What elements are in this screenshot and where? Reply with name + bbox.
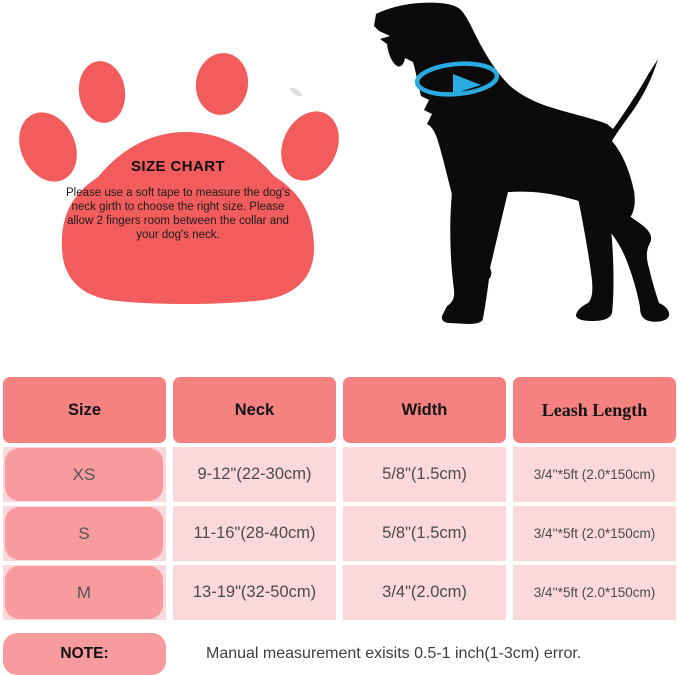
size-cell (3, 506, 166, 561)
leash-length-value: 3/4''*5ft (2.0*150cm) (513, 565, 676, 620)
table-header-row (0, 377, 679, 443)
table-row-m (0, 565, 679, 620)
size-badge: S (5, 507, 163, 560)
neck-value: 11-16"(28-40cm) (173, 506, 336, 561)
size-chart-title: SIZE CHART (131, 158, 225, 175)
width-value: 3/4"(2.0cm) (343, 565, 506, 620)
size-badge: XS (5, 448, 163, 501)
size-chart-table (0, 377, 679, 675)
note-row (0, 633, 679, 675)
header-leash-length: Leash Length (513, 377, 676, 443)
dog-silhouette (374, 3, 669, 324)
table-row-xs (0, 447, 679, 502)
table-row-s (0, 506, 679, 561)
width-value: 5/8"(1.5cm) (343, 506, 506, 561)
size-badge: M (5, 566, 163, 619)
note-text: Manual measurement exisits 0.5-1 inch(1-3cm) error. (206, 645, 582, 662)
leash-length-value: 3/4''*5ft (2.0*150cm) (513, 506, 676, 561)
size-cell (3, 447, 166, 502)
measuring-instructions: Please use a soft tape to measure the dog's neck girth to choose the right size. Please allow 2 fingers room between the collar and your dog's neck. (65, 187, 291, 241)
width-value: 5/8"(1.5cm) (343, 447, 506, 502)
header-size: Size (3, 377, 166, 443)
paw-text-block (58, 158, 298, 242)
header-width: Width (343, 377, 506, 443)
size-cell (3, 565, 166, 620)
leash-length-value: 3/4''*5ft (2.0*150cm) (513, 447, 676, 502)
neck-value: 9-12"(22-30cm) (173, 447, 336, 502)
header-neck: Neck (173, 377, 336, 443)
note-badge: NOTE: (3, 633, 166, 675)
neck-value: 13-19"(32-50cm) (173, 565, 336, 620)
